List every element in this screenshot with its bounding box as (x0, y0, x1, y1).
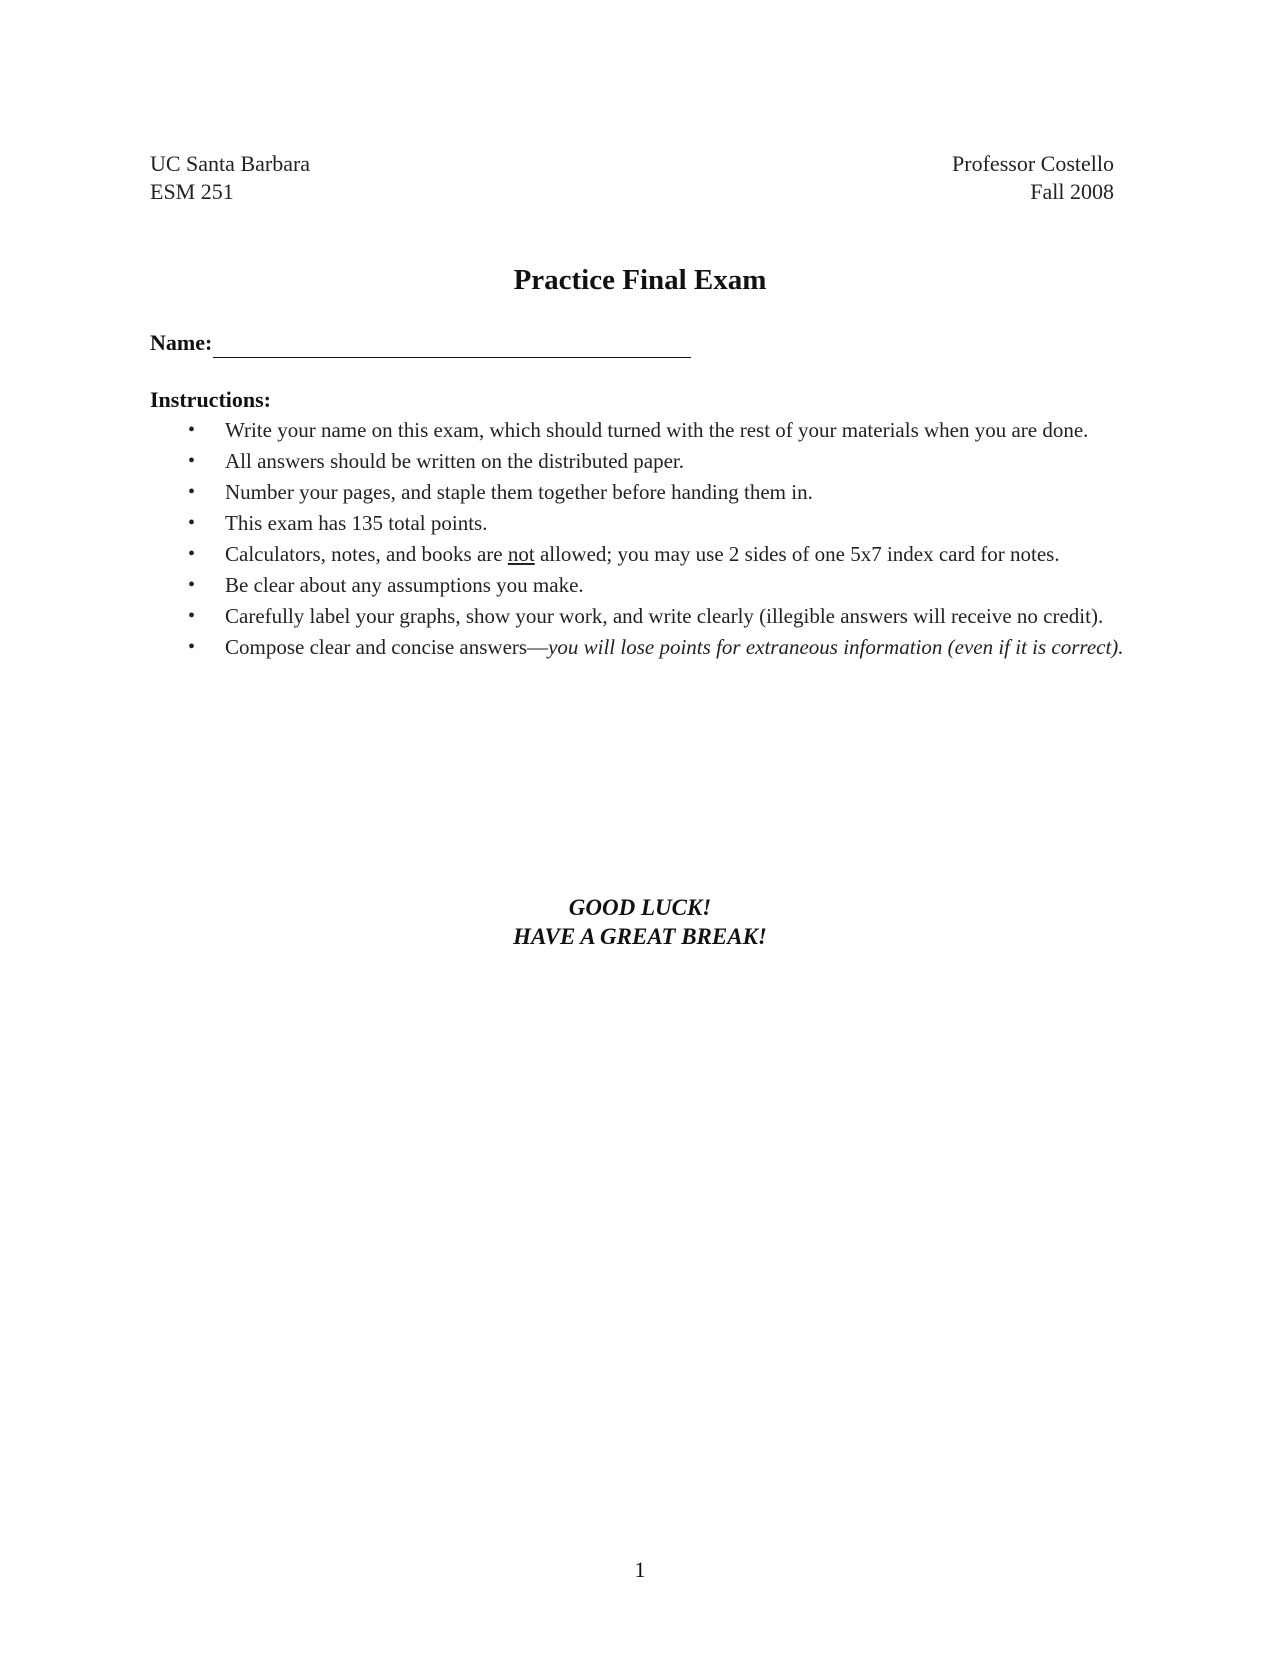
instructions-heading: Instructions: (150, 387, 272, 412)
list-item (150, 416, 1128, 444)
instruction-underlined-word: not (507, 542, 535, 566)
bullet-icon: • (188, 450, 196, 472)
instruction-text: Carefully label your graphs, show your work, and write clearly (illegible answers will receive no credit). (225, 604, 1104, 628)
page-number: 1 (634, 1557, 646, 1582)
name-blank-line (213, 333, 691, 358)
instruction-text: Write your name on this exam, which should turned with the rest of your materials when you are done. (225, 418, 1089, 442)
list-item (150, 540, 1128, 568)
closing-line-1: GOOD LUCK! (568, 895, 712, 920)
course-code: ESM 251 (150, 179, 234, 204)
instruction-text: This exam has 135 total points. (225, 511, 488, 535)
header-right (952, 150, 1114, 206)
term: Fall 2008 (1030, 179, 1114, 204)
instructions-list (150, 416, 1128, 664)
bullet-icon: • (188, 636, 196, 658)
name-field (150, 328, 691, 358)
name-label: Name: (150, 330, 213, 355)
list-item (150, 602, 1128, 630)
bullet-icon: • (188, 543, 196, 565)
instruction-text: All answers should be written on the distributed paper. (225, 449, 684, 473)
bullet-icon: • (188, 574, 196, 596)
instruction-italic-text: you will lose points for extraneous information (even if it is correct). (548, 635, 1124, 659)
bullet-icon: • (188, 605, 196, 627)
instruction-text-after: allowed; you may use 2 sides of one 5x7 index card for notes. (534, 542, 1060, 566)
header-left (150, 150, 310, 206)
closing-message (0, 893, 1280, 951)
instruction-text-before: Compose clear and concise answers— (225, 635, 549, 659)
instruction-text: Be clear about any assumptions you make. (225, 573, 584, 597)
bullet-icon: • (188, 481, 196, 503)
bullet-icon: • (188, 512, 196, 534)
list-item (150, 478, 1128, 506)
instruction-text: Number your pages, and staple them together before handing them in. (225, 480, 813, 504)
instruction-text-before: Calculators, notes, and books are (225, 542, 508, 566)
closing-line-2: HAVE A GREAT BREAK! (513, 924, 767, 949)
bullet-icon: • (188, 419, 196, 441)
list-item (150, 571, 1128, 599)
page-title: Practice Final Exam (513, 264, 767, 296)
institution-name: UC Santa Barbara (150, 151, 311, 176)
professor-name: Professor Costello (952, 151, 1114, 176)
list-item (150, 447, 1128, 475)
list-item (150, 633, 1128, 661)
list-item (150, 509, 1128, 537)
